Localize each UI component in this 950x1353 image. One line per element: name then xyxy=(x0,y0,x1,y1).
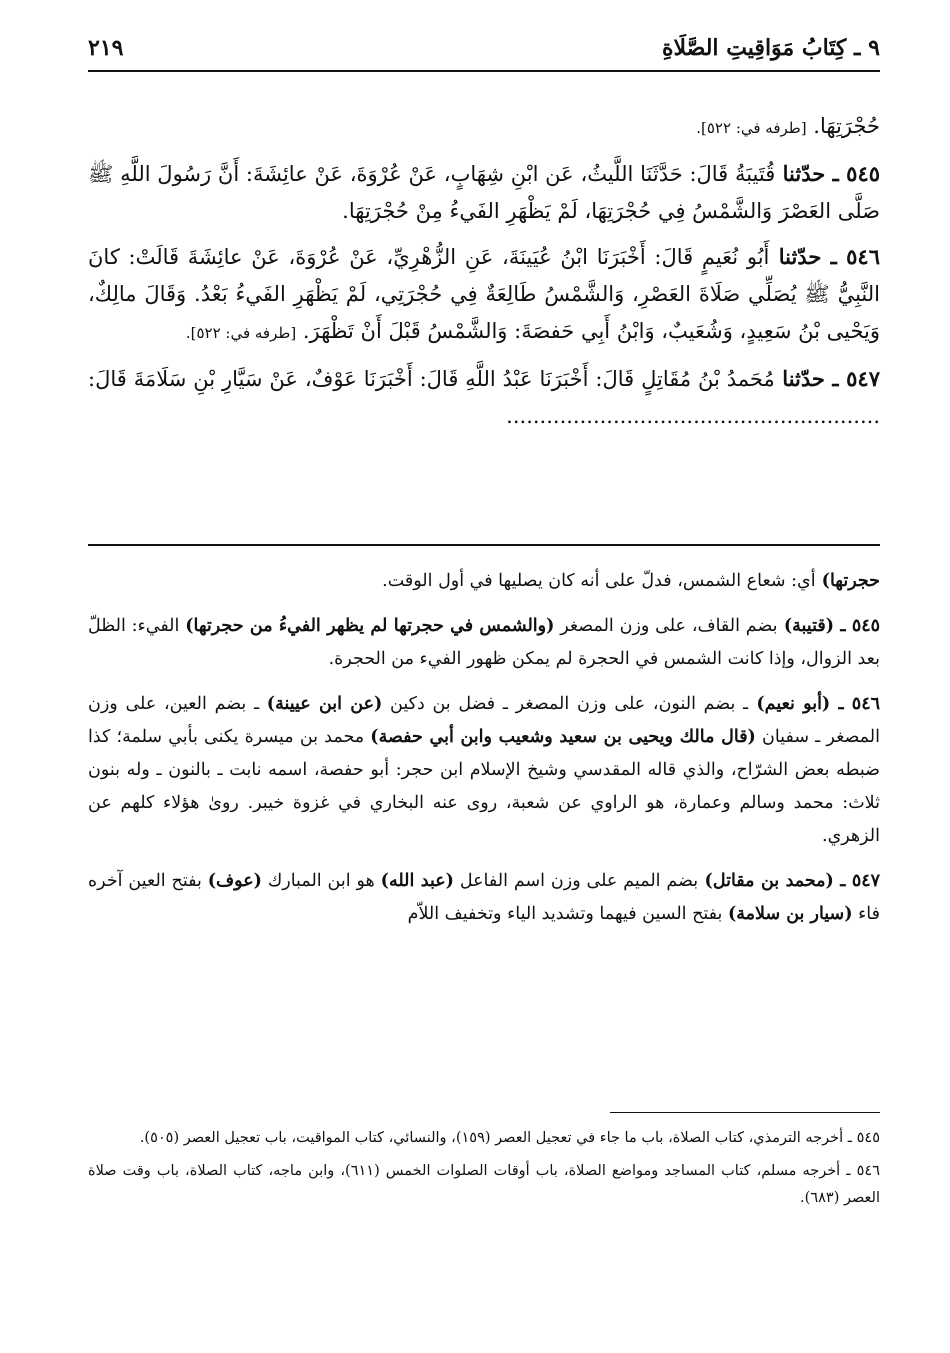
text-segment: أي: شعاع الشمس، فدلّ على أنه كان يصليها في أول الوقت. xyxy=(382,571,816,591)
text-segment: بضم الميم على وزن اسم الفاعل xyxy=(453,871,699,891)
cross-reference: [طرفه في: ٥٢٢]. xyxy=(185,324,297,342)
commentary-paragraph xyxy=(88,610,880,676)
page-header xyxy=(88,30,880,66)
bold-segment: ٥٤٦ ـ حدّثنا xyxy=(769,244,880,269)
commentary-paragraph xyxy=(88,688,880,853)
bold-segment: ٥٤٦ ـ (أبو نعيم) xyxy=(748,694,880,714)
bold-segment: ٥٤٧ ـ حدّثنا xyxy=(774,366,880,391)
bold-segment: ٥٤٥ ـ (قتيبة) xyxy=(777,616,881,636)
bold-segment: حجرتها) xyxy=(815,571,880,591)
header-rule xyxy=(88,70,880,72)
text-segment: محمد بن ميسرة يكنى بأبي سلمة؛ كذا ضبطه بعض الشرّاح، والذي قاله المقدسي وشيخ الإسلام ابن حجر: أبو حفصة، اسمه نابت ـ بالنون ـ وله بنون ثلاث: محمد وسالم وعمارة، هو الراوي عن شعبة، روى عنه البخاري في غزوة خيبر. روىٰ هؤلاء كلهم عن الزهري. xyxy=(88,727,880,846)
commentary-paragraph xyxy=(88,865,880,931)
main-paragraph xyxy=(88,108,880,147)
cross-reference: [طرفه في: ٥٢٢]. xyxy=(696,119,807,137)
text-segment: ـ بضم العين، على وزن المصغر ـ سفيان xyxy=(88,694,880,747)
text-segment: ٥٤٦ ـ أخرجه مسلم، كتاب المساجد ومواضع الصلاة، باب أوقات الصلوات الخمس (٦١١)، وابن ماجه، كتاب الصلاة، باب وقت صلاة العصر (٦٨٣). xyxy=(88,1163,880,1206)
commentary-divider xyxy=(88,544,880,546)
bold-segment: ٥٤٥ ـ حدّثنا xyxy=(775,161,881,186)
footnotes-paragraph xyxy=(88,1158,880,1212)
bold-segment: (عن ابن عيينة) xyxy=(266,694,383,714)
bold-segment: ٥٤٧ ـ (محمد بن مقاتل) xyxy=(698,871,881,891)
bold-segment: (والشمس في حجرتها لم يظهر الفيءُ من حجرتها) xyxy=(185,616,555,636)
bold-segment: (عبد الله) xyxy=(380,871,454,891)
text-segment: بفتح السين فيهما وتشديد الياء وتخفيف اللاّم xyxy=(407,904,728,924)
chapter-title: ٩ ـ كِتَابُ مَوَاقِيتِ الصَّلَاةِ xyxy=(661,35,880,61)
footnotes-paragraph xyxy=(88,1125,880,1152)
main-paragraph xyxy=(88,155,880,230)
text-segment: الفيء: الظلّ بعد الزوال، وإذا كانت الشمس في الحجرة لم يمكن ظهور الفيء من الحجرة. xyxy=(88,616,880,669)
main-paragraph xyxy=(88,238,880,352)
hadith-text xyxy=(88,108,880,443)
text-segment: مُحَمدُ بْنُ مُقَاتِلٍ قَالَ: أَخْبَرَنَا عَبْدُ اللَّهِ قَالَ: أَخْبَرَنَا عَوْفٌ، عَنْ سَيَّارِ بْنِ سَلَامَةَ قَالَ: ........................................................ xyxy=(88,367,880,428)
commentary xyxy=(88,565,880,943)
text-segment: بفتح العين آخره فاء xyxy=(88,871,880,924)
text-segment: حُجْرَتِهَا. xyxy=(806,114,880,138)
bold-segment: (سيار بن سلامة) xyxy=(727,904,853,924)
bold-segment: (عوف) xyxy=(207,871,262,891)
commentary-paragraph xyxy=(88,565,880,598)
text-segment: هو ابن المبارك xyxy=(261,871,381,891)
main-paragraph xyxy=(88,360,880,435)
text-segment: ـ بضم النون، على وزن المصغر ـ فضل بن دكين xyxy=(382,694,749,714)
footnote-divider xyxy=(610,1112,880,1113)
bold-segment: (قال مالك ويحيى بن سعيد وشعيب وابن أبي حفصة) xyxy=(370,727,756,747)
text-segment: أَبُو نُعَيمٍ قَالَ: أَخْبَرَنَا ابْنُ عُيَينَةَ، عَنِ الزُّهْرِيِّ، عَنْ عُرْوَةَ، عَنْ عائِشَةَ قَالَتْ: كانَ النَّبِيُّ ﷺ يُصَلِّي صَلَاةَ العَصْرِ، وَالشَّمْسُ طَالِعَةٌ فِي حُجْرَتِي، لَمْ يَظْهَرِ الفَيءُ بَعْدُ. وَقَالَ مالِكٌ، وَيَحْيى بْنُ سَعِيدٍ، وَشُعَيبٌ، وَابْنُ أَبِي حَفصَةَ: وَالشَّمْسُ قَبْلَ أَنْ تَظْهَرَ. xyxy=(88,245,880,343)
text-segment: بضم القاف، على وزن المصغر xyxy=(554,616,778,636)
text-segment: قُتَيبَةُ قَالَ: حَدَّثَنَا اللَّيثُ، عَن ابْنِ شِهَابٍ، عَنْ عُرْوَةَ، عَنْ عائِشَةَ: أَنَّ رَسُولَ اللَّهِ ﷺ صَلَّى العَصْرَ وَالشَّمْسُ فِي حُجْرَتِهَا، لَمْ يَظْهَرِ الفَيءُ مِنْ حُجْرَتِهَا. xyxy=(88,162,880,223)
page-number: ٢١٩ xyxy=(88,35,124,61)
text-segment: ٥٤٥ ـ أخرجه الترمذي، كتاب الصلاة، باب ما جاء في تعجيل العصر (١٥٩)، والنسائي، كتاب المواقيت، باب تعجيل العصر (٥٠٥). xyxy=(139,1130,880,1146)
footnotes xyxy=(88,1125,880,1218)
